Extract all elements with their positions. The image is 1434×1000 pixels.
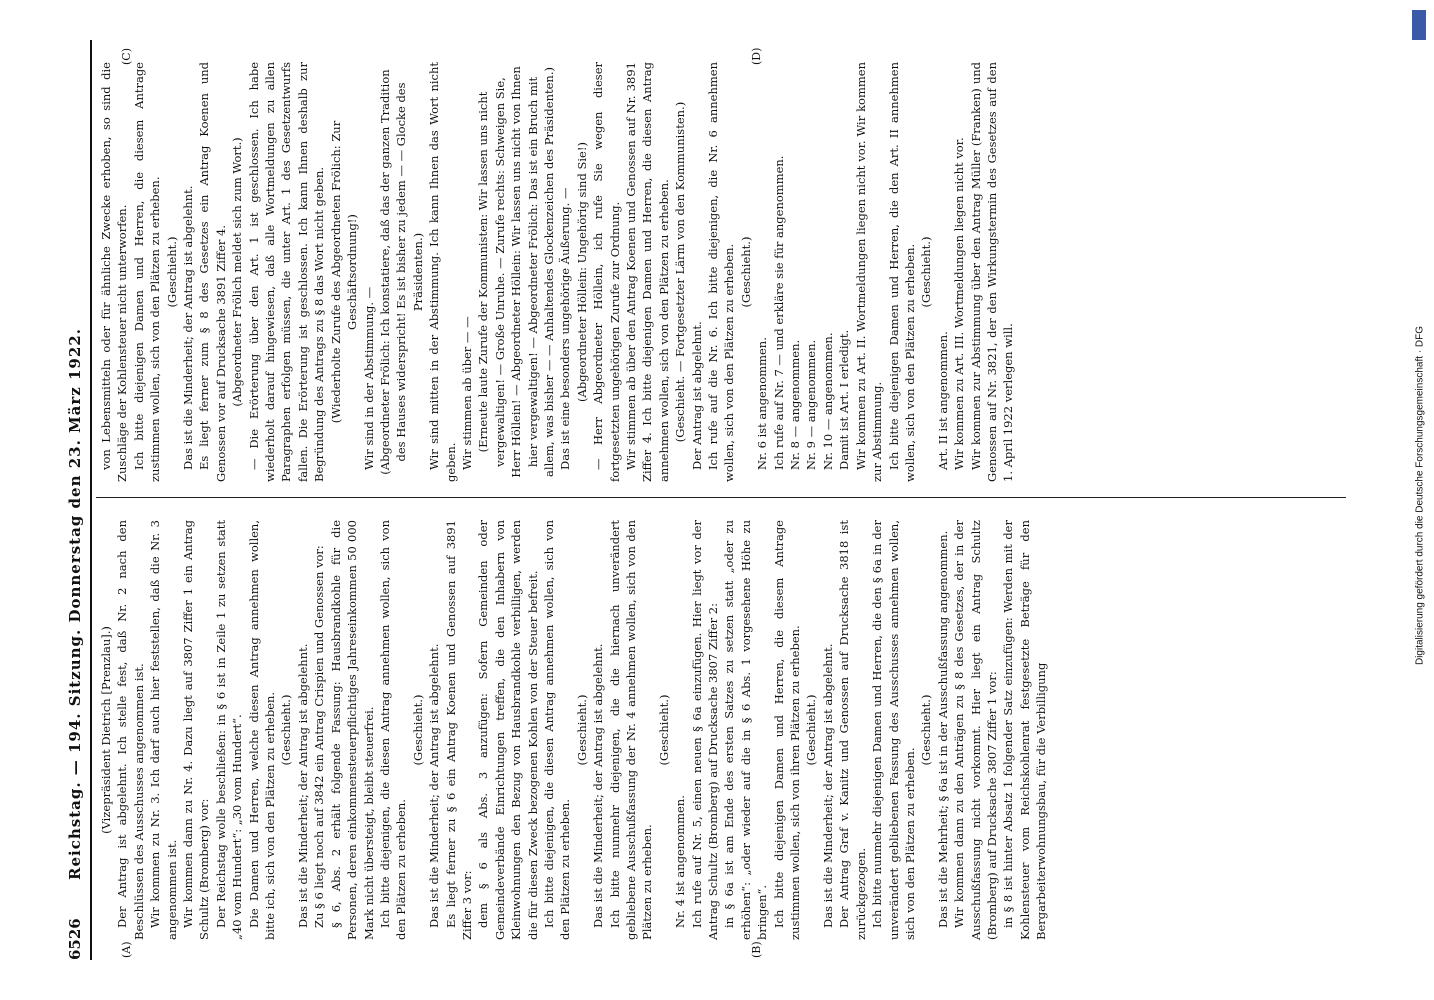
- paragraph: Wir stimmen ab über — —: [459, 316, 474, 470]
- paragraph: (Geschieht.): [919, 236, 934, 308]
- paragraph: (Abgeordneter Frölich meldet sich zum Wort.): [230, 137, 245, 407]
- paragraph: in § 6a ist am Ende des ersten Satzes zu setzen statt „oder zu erhöhen“: „oder wieder auf die in § 6 Abs. 1 vorgesehene Höhe zu bringen“.: [722, 520, 770, 940]
- paragraph: Das ist die Minderheit; der Antrag ist abgelehnt.: [427, 643, 442, 928]
- page-title: Reichstag. — 194. Sitzung. Donnerstag den 23. März 1922.: [66, 328, 84, 880]
- paragraph: Zu § 6 liegt noch auf 3842 ein Antrag Crispien und Genossen vor:: [312, 545, 327, 928]
- paragraph: (Geschieht. — Fortgesetzter Lärm von den Kommunisten.): [673, 101, 688, 443]
- paragraph: § 6, Abs. 2 erhält folgende Fassung: Hausbrandkohle für die Personen, deren einkommensteuerpflichtiges Jahreseinkommen 50 000 Mark nicht übersteigt, bleibt steuerfrei.: [328, 520, 376, 940]
- paragraph: Wir kommen dann zu Nr. 4. Dazu liegt auf 3807 Ziffer 1 ein Antrag Schultz (Bromberg) vor:: [181, 520, 212, 940]
- rotated-page-content: [60, 40, 1350, 960]
- paragraph: Wir stimmen ab über den Antrag Koenen und Genossen auf Nr. 3891 Ziffer 4. Ich bitte diejenigen Damen und Herren, die diesen Antrag annehmen wollen, sich von den Plätzen zu erheben.: [624, 62, 671, 482]
- paragraph: (Geschieht.): [919, 694, 934, 766]
- paragraph: Art. II ist angenommen.: [935, 331, 950, 470]
- paragraph: Wir kommen zu Nr. 3. Ich darf auch hier feststellen, daß die Nr. 3 angenommen ist.: [148, 520, 179, 940]
- right-column: [98, 62, 1017, 482]
- paragraph: Ich rufe auf Nr. 5, einen neuen § 6a einzufügen. Hier liegt vor der Antrag Schultz (Bromberg) auf Drucksache 3807 Ziffer 2:: [689, 520, 721, 940]
- paragraph: Ich bitte diejenigen Damen und Herren, die diesem Antrage zustimmen wollen, sich von den Plätzen zu erheben.: [131, 62, 163, 482]
- paragraph: Das ist die Minderheit; der Antrag ist abgelehnt.: [591, 643, 606, 928]
- paragraph: Damit ist Art. I erledigt.: [837, 329, 852, 470]
- paragraph: Der Antrag Graf v. Kanitz und Genossen auf Drucksache 3818 ist zurückgezogen.: [837, 520, 868, 940]
- paragraph: Nr. 9 — angenommen.: [804, 339, 819, 470]
- paragraph: Das ist die Minderheit; der Antrag ist abgelehnt.: [295, 643, 310, 928]
- paragraph: Nr. 8 — angenommen.: [788, 339, 803, 470]
- paragraph: Das ist die Mehrheit; § 6a ist in der Ausschußfassung angenommen.: [935, 530, 950, 928]
- paragraph: (Geschieht.): [656, 694, 671, 766]
- paragraph: (Geschieht.): [804, 694, 819, 766]
- paragraph: Nr. 10 — angenommen.: [820, 332, 835, 470]
- paragraph: Es liegt ferner zu § 6 ein Antrag Koenen und Genossen auf 3891 Ziffer 3 vor:: [443, 520, 474, 940]
- paragraph: Wir kommen dann zu den Anträgen zu § 8 des Gesetzes, der in der Ausschußfassung nicht vorkommt. Hier liegt ein Antrag Schultz (Bromberg) auf Drucksache 3807 Ziffer 1 vor:: [952, 520, 999, 940]
- paragraph: Ich bitte diejenigen Damen und Herren, die diesem Antrage zustimmen wollen, sich von ihren Plätzen zu erheben.: [771, 520, 803, 940]
- paragraph: Wir kommen zu Art. III. Wortmeldungen liegen nicht vor.: [952, 137, 967, 470]
- paragraph: (Geschieht.): [279, 694, 294, 766]
- paragraph: (Erneute laute Zurufe der Kommunisten: Wir lassen uns nicht vergewaltigen! — Große Unruhe. — Zurufe rechts: Schweigen Sie, Herr Höllein! — Abgeordneter Höllein: Wir lassen uns nicht von Ihnen hier vergewaltigen! — Abgeordneter Frölich: Das ist ein Bruch mit allem, was bisher — — Anhaltendes Glockenzeichen des Präsidenten.): [476, 66, 556, 478]
- paragraph: (Vizepräsident Dietrich [Prenzlau].): [99, 626, 113, 834]
- paragraph: dem § 6 als Abs. 3 anzufügen: Sofern Gemeinden oder Gemeindeverbände Einrichtungen treffen, die den Inhabern von Kleinwohnungen den Bezug von Hausbrandkohle verbilligen, werden die für diesen Zweck bezogenen Kohlen von der Steuer befreit.: [476, 520, 540, 940]
- paragraph: in § 8 ist hinter Absatz 1 folgender Satz einzufügen: Werden mit der Kohlensteuer vom Reichskohlenrat festgesetzte Beträge für den Bergarbeiterwohnungsbau, für die Verbilligung: [1001, 520, 1049, 940]
- paragraph: Ich bitte nunmehr diejenigen, die die hiernach unverändert gebliebene Ausschußfassung der Nr. 4 annehmen wollen, sich von den Plätzen zu erheben.: [607, 520, 655, 940]
- paragraph: Nr. 6 ist angenommen.: [755, 337, 770, 470]
- paragraph: Das ist die Minderheit; der Antrag ist abgelehnt.: [820, 643, 835, 928]
- margin-marker-d: (D): [750, 47, 763, 65]
- paragraph: — Die Erörterung über den Art. 1 ist geschlossen. Ich habe wiederholt darauf hingewiesen, daß alle Wortmeldungen zu allen Paragraphen erfolgen müssen, die unter Art. 1 des Gesetzentwurfs fallen. Die Erörterung ist geschlossen. Ich kann Ihnen deshalb zur Begründung des Antrags zu § 8 das Wort nicht geben.: [246, 62, 327, 482]
- paragraph: Der Reichstag wolle beschließen: in § 6 ist in Zeile 1 zu setzen statt „40 vom Hundert“: „30 vom Hundert“.: [213, 520, 245, 940]
- paragraph: (Wiederholte Zurufe des Abgeordneten Frölich: Zur Geschäftsordnung!): [328, 120, 360, 424]
- margin-marker-b: (B): [750, 941, 763, 958]
- paragraph: Nr. 4 ist angenommen.: [673, 795, 688, 928]
- paragraph: Das ist die Minderheit; der Antrag ist abgelehnt.: [181, 185, 196, 470]
- paragraph: — Herr Abgeordneter Höllein, ich rufe Sie wegen dieser fortgesetzten ungehörigen Zurufe zur Ordnung.: [591, 62, 622, 482]
- paragraph: Die Damen und Herren, welche diesen Antrag annehmen wollen, bitte ich, sich von den Plätzen zu erheben.: [246, 520, 278, 940]
- paragraph: (Geschieht.): [738, 236, 753, 308]
- paragraph: (Abgeordneter Höllein: Ungehörig sind Sie!): [574, 142, 589, 402]
- paragraph: Ich bitte diejenigen, die diesen Antrag annehmen wollen, sich von den Plätzen zu erheben.: [541, 520, 573, 940]
- paragraph: Ich rufe auf die Nr. 6. Ich bitte diejenigen, die Nr. 6 annehmen wollen, sich von den Plätzen zu erheben.: [706, 62, 737, 482]
- paragraph: (Geschieht.): [574, 694, 589, 766]
- paragraph: Wir kommen zu Art. II. Wortmeldungen liegen nicht vor. Wir kommen zur Abstimmung.: [853, 62, 885, 482]
- page-header: [60, 40, 92, 960]
- paragraph: Der Antrag ist abgelehnt. Ich stelle fest, daß Nr. 2 nach den Beschlüssen des Ausschusses angenommen ist.: [115, 520, 146, 940]
- paragraph: Es liegt ferner zum § 8 des Gesetzes ein Antrag Koenen und Genossen vor auf Drucksache 3891 Ziffer 4.: [197, 62, 228, 482]
- paragraph: Das ist eine besonders ungehörige Äußerung. —: [558, 187, 573, 470]
- page-number: 6526: [66, 918, 84, 960]
- paragraph: Wir kommen zur Abstimmung über den Antrag Müller (Franken) und Genossen auf Nr. 3821, der den Wirkungstermin des Gesetzes auf den 1. April 1922 verlegen will.: [968, 62, 1016, 482]
- margin-marker-a: (A): [120, 941, 133, 958]
- margin-marker-c: (C): [120, 48, 133, 65]
- paragraph: Ich bitte diejenigen, die diesen Antrag annehmen wollen, sich von den Plätzen zu erheben.: [377, 520, 409, 940]
- paragraph: von Lebensmitteln oder für ähnliche Zwecke erhoben, so sind die Zuschläge der Kohlensteuer nicht unterworfen.: [99, 62, 130, 482]
- paragraph: (Geschieht.): [410, 694, 425, 766]
- credit-text: Digitalisierung gefördert durch die Deutsche Forschungsgemeinschaft · DFG: [1414, 325, 1426, 666]
- credit-strip: [1410, 10, 1430, 990]
- left-column: [98, 520, 1050, 940]
- column-rule: [96, 497, 1346, 498]
- paragraph: Wir sind in der Abstimmung. —: [361, 286, 376, 470]
- paragraph: (Abgeordneter Frölich: Ich konstatiere, daß das der ganzen Tradition des Hauses widerspricht! Es ist bisher zu jedem — — Glocke des Präsidenten.): [377, 69, 425, 475]
- paragraph: (Geschieht.): [164, 236, 179, 308]
- paragraph: Ich bitte diejenigen Damen und Herren, die den Art. II annehmen wollen, sich von den Plätzen zu erheben.: [886, 62, 917, 482]
- paragraph: Wir sind mitten in der Abstimmung. Ich kann Ihnen das Wort nicht geben.: [427, 62, 458, 482]
- paragraph: Der Antrag ist abgelehnt.: [689, 321, 704, 470]
- paragraph: Ich bitte nunmehr diejenigen Damen und Herren, die den § 6a in der unverändert gebliebenen Fassung des Ausschusses annehmen wollen, sich von den Plätzen zu erheben.: [870, 520, 917, 940]
- paragraph: Ich rufe auf Nr. 7 — und erkläre sie für angenommen.: [771, 155, 786, 470]
